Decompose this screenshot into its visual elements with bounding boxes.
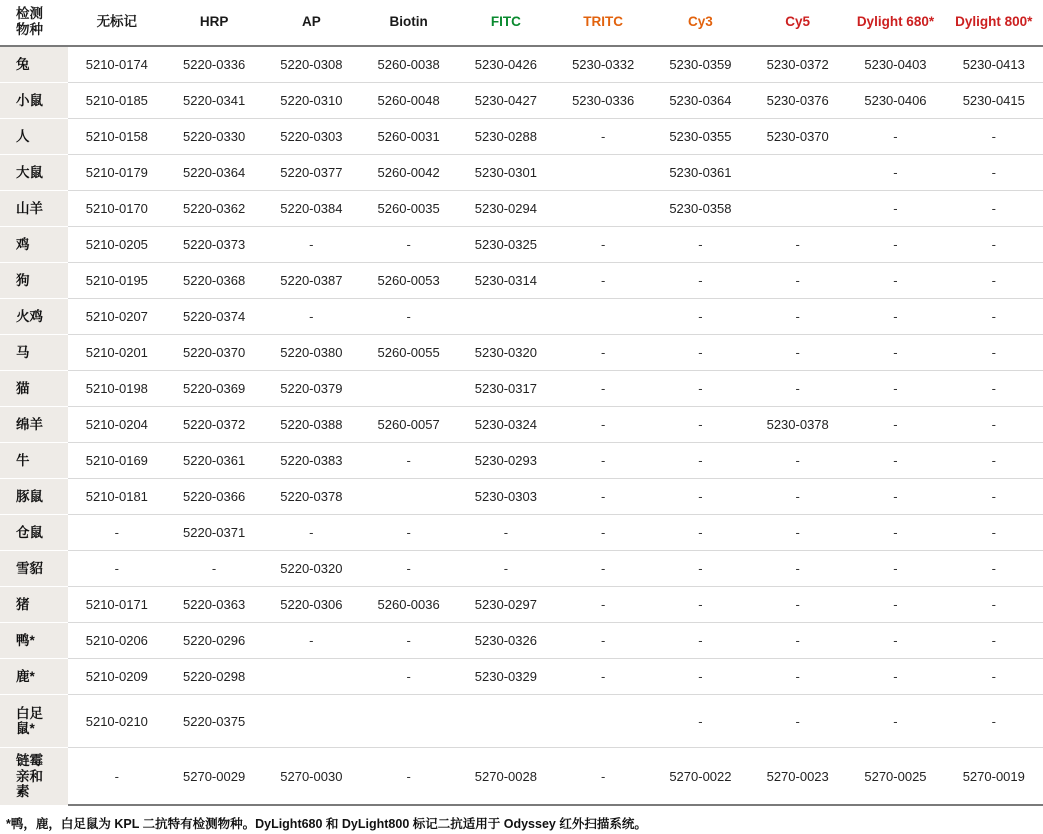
catalog-cell: - <box>945 227 1043 263</box>
catalog-cell: 5230-0376 <box>749 83 846 119</box>
catalog-cell: 5260-0035 <box>360 191 457 227</box>
catalog-cell: 5270-0025 <box>846 748 944 806</box>
catalog-cell: - <box>555 119 652 155</box>
column-header-cy3 <box>652 0 749 46</box>
catalog-cell: 5220-0380 <box>263 335 360 371</box>
catalog-cell: - <box>846 551 944 587</box>
catalog-cell: 5220-0320 <box>263 551 360 587</box>
row-species-label: 绵羊 <box>0 407 68 443</box>
catalog-cell: - <box>555 335 652 371</box>
catalog-cell: - <box>846 299 944 335</box>
catalog-cell: - <box>846 191 944 227</box>
table-row <box>0 155 1043 191</box>
catalog-cell: - <box>360 659 457 695</box>
catalog-cell: - <box>846 695 944 748</box>
catalog-cell: - <box>652 515 749 551</box>
catalog-cell: 5260-0036 <box>360 587 457 623</box>
catalog-cell: - <box>457 551 554 587</box>
catalog-cell: - <box>555 371 652 407</box>
catalog-cell: 5220-0378 <box>263 479 360 515</box>
catalog-cell: 5220-0383 <box>263 443 360 479</box>
catalog-cell: - <box>555 515 652 551</box>
column-header-species-line2: 物种 <box>16 21 43 37</box>
column-header-biotin-label: Biotin <box>389 13 428 29</box>
row-species-label-line: 链霉 <box>16 753 43 768</box>
catalog-cell: 5230-0359 <box>652 46 749 83</box>
row-species-label <box>0 695 68 748</box>
catalog-cell: - <box>749 695 846 748</box>
row-species-label <box>0 748 68 806</box>
catalog-cell: 5220-0361 <box>165 443 262 479</box>
column-header-unconjugated <box>68 0 165 46</box>
catalog-cell: - <box>652 623 749 659</box>
catalog-cell: 5220-0303 <box>263 119 360 155</box>
catalog-cell: - <box>749 227 846 263</box>
catalog-cell: 5270-0023 <box>749 748 846 806</box>
catalog-cell: 5220-0364 <box>165 155 262 191</box>
catalog-cell: - <box>846 515 944 551</box>
catalog-cell: - <box>555 443 652 479</box>
catalog-cell: - <box>846 371 944 407</box>
footnote: *鸭，鹿，白足鼠为 KPL 二抗特有检测物种。DyLight680 和 DyLight800 标记二抗适用于 Odyssey 红外扫描系统。 <box>6 817 647 832</box>
catalog-cell: - <box>360 623 457 659</box>
catalog-cell: - <box>945 335 1043 371</box>
catalog-cell: - <box>360 443 457 479</box>
catalog-cell: 5260-0038 <box>360 46 457 83</box>
catalog-cell: - <box>263 623 360 659</box>
catalog-cell: - <box>652 227 749 263</box>
row-species-label: 兔 <box>0 46 68 83</box>
row-species-label: 鸭* <box>0 623 68 659</box>
catalog-cell: 5230-0413 <box>945 46 1043 83</box>
row-species-label: 鹿* <box>0 659 68 695</box>
catalog-cell: 5220-0377 <box>263 155 360 191</box>
table-row <box>0 191 1043 227</box>
catalog-cell: 5220-0371 <box>165 515 262 551</box>
row-species-label: 雪貂 <box>0 551 68 587</box>
catalog-cell: 5270-0028 <box>457 748 554 806</box>
catalog-cell: 5230-0294 <box>457 191 554 227</box>
catalog-cell <box>360 695 457 748</box>
catalog-cell: - <box>652 587 749 623</box>
column-header-fitc <box>457 0 554 46</box>
catalog-cell: 5230-0406 <box>846 83 944 119</box>
catalog-cell: 5230-0426 <box>457 46 554 83</box>
catalog-cell: 5210-0206 <box>68 623 165 659</box>
catalog-cell: 5210-0210 <box>68 695 165 748</box>
catalog-cell: - <box>749 263 846 299</box>
catalog-cell: 5220-0298 <box>165 659 262 695</box>
catalog-cell: - <box>360 515 457 551</box>
catalog-cell: 5210-0174 <box>68 46 165 83</box>
row-species-label: 小鼠 <box>0 83 68 119</box>
catalog-cell: - <box>652 371 749 407</box>
catalog-cell: 5210-0169 <box>68 443 165 479</box>
catalog-cell: 5230-0317 <box>457 371 554 407</box>
catalog-cell <box>457 695 554 748</box>
catalog-cell: 5230-0320 <box>457 335 554 371</box>
row-species-label: 大鼠 <box>0 155 68 191</box>
header-row <box>0 0 1043 46</box>
row-species-label: 山羊 <box>0 191 68 227</box>
catalog-cell: 5260-0042 <box>360 155 457 191</box>
catalog-cell: - <box>749 335 846 371</box>
catalog-cell: - <box>749 371 846 407</box>
table-row <box>0 748 1043 806</box>
catalog-cell: - <box>749 551 846 587</box>
catalog-cell: 5230-0361 <box>652 155 749 191</box>
catalog-cell: 5220-0310 <box>263 83 360 119</box>
table-row <box>0 443 1043 479</box>
row-species-label: 猫 <box>0 371 68 407</box>
catalog-cell: - <box>360 299 457 335</box>
catalog-cell: 5230-0370 <box>749 119 846 155</box>
catalog-cell: 5260-0031 <box>360 119 457 155</box>
catalog-cell: 5230-0297 <box>457 587 554 623</box>
catalog-cell: - <box>360 227 457 263</box>
catalog-cell: - <box>846 479 944 515</box>
catalog-cell: 5210-0205 <box>68 227 165 263</box>
table-row <box>0 407 1043 443</box>
row-species-label: 马 <box>0 335 68 371</box>
column-header-tritc-label: TRITC <box>583 13 624 29</box>
table-body <box>0 46 1043 805</box>
catalog-cell: - <box>652 299 749 335</box>
table-row <box>0 371 1043 407</box>
catalog-cell: 5230-0403 <box>846 46 944 83</box>
catalog-cell: - <box>749 587 846 623</box>
catalog-cell: - <box>846 119 944 155</box>
catalog-cell: - <box>749 659 846 695</box>
column-header-tritc <box>555 0 652 46</box>
catalog-cell: - <box>652 443 749 479</box>
catalog-cell: - <box>68 748 165 806</box>
catalog-cell: - <box>555 407 652 443</box>
catalog-cell: 5270-0022 <box>652 748 749 806</box>
catalog-cell: 5210-0185 <box>68 83 165 119</box>
catalog-cell: - <box>945 659 1043 695</box>
table-row <box>0 551 1043 587</box>
catalog-cell: 5220-0388 <box>263 407 360 443</box>
catalog-cell: - <box>263 299 360 335</box>
catalog-cell: - <box>846 407 944 443</box>
catalog-cell: 5210-0158 <box>68 119 165 155</box>
catalog-cell: 5230-0326 <box>457 623 554 659</box>
catalog-cell <box>749 155 846 191</box>
catalog-cell: 5230-0329 <box>457 659 554 695</box>
catalog-cell: - <box>555 551 652 587</box>
catalog-cell: 5260-0053 <box>360 263 457 299</box>
catalog-cell: 5230-0324 <box>457 407 554 443</box>
table-row <box>0 479 1043 515</box>
catalog-cell: - <box>945 371 1043 407</box>
catalog-cell: - <box>945 299 1043 335</box>
catalog-cell: - <box>945 623 1043 659</box>
row-species-label-line: 白足 <box>16 705 43 721</box>
column-header-dylight680 <box>846 0 944 46</box>
table-row <box>0 659 1043 695</box>
catalog-cell: - <box>749 623 846 659</box>
catalog-cell: 5270-0029 <box>165 748 262 806</box>
catalog-cell: 5220-0306 <box>263 587 360 623</box>
catalog-cell: 5230-0372 <box>749 46 846 83</box>
catalog-cell: - <box>555 623 652 659</box>
column-header-hrp-label: HRP <box>199 13 229 29</box>
catalog-cell <box>263 659 360 695</box>
catalog-cell: - <box>945 407 1043 443</box>
catalog-cell <box>555 191 652 227</box>
catalog-cell: - <box>555 748 652 806</box>
table-row <box>0 695 1043 748</box>
column-header-fitc-label: FITC <box>490 13 521 29</box>
catalog-cell: - <box>945 263 1043 299</box>
column-header-ap-label: AP <box>301 13 321 29</box>
catalog-cell: 5220-0362 <box>165 191 262 227</box>
table-row <box>0 299 1043 335</box>
catalog-cell: - <box>68 515 165 551</box>
catalog-cell <box>749 191 846 227</box>
catalog-cell <box>360 371 457 407</box>
catalog-cell: - <box>652 695 749 748</box>
catalog-cell: 5220-0370 <box>165 335 262 371</box>
catalog-cell: - <box>945 479 1043 515</box>
catalog-cell: - <box>68 551 165 587</box>
row-species-label: 牛 <box>0 443 68 479</box>
column-header-hrp <box>165 0 262 46</box>
catalog-cell: - <box>263 227 360 263</box>
column-header-dylight800-label: Dylight 800* <box>955 13 1033 29</box>
table-row <box>0 515 1043 551</box>
catalog-cell: 5220-0375 <box>165 695 262 748</box>
row-species-label: 仓鼠 <box>0 515 68 551</box>
catalog-cell: - <box>555 587 652 623</box>
catalog-cell: - <box>846 623 944 659</box>
catalog-cell: - <box>652 479 749 515</box>
catalog-cell: 5210-0201 <box>68 335 165 371</box>
table-row <box>0 227 1043 263</box>
catalog-cell: 5210-0179 <box>68 155 165 191</box>
catalog-cell: - <box>457 515 554 551</box>
row-species-label: 猪 <box>0 587 68 623</box>
catalog-cell: 5210-0207 <box>68 299 165 335</box>
catalog-cell: 5220-0363 <box>165 587 262 623</box>
catalog-cell <box>555 299 652 335</box>
catalog-cell: 5230-0427 <box>457 83 554 119</box>
catalog-cell: - <box>360 748 457 806</box>
catalog-cell: 5270-0019 <box>945 748 1043 806</box>
catalog-cell: - <box>945 155 1043 191</box>
row-species-label: 火鸡 <box>0 299 68 335</box>
catalog-cell: 5220-0296 <box>165 623 262 659</box>
catalog-cell: 5230-0332 <box>555 46 652 83</box>
table-row <box>0 46 1043 83</box>
catalog-cell: 5230-0358 <box>652 191 749 227</box>
catalog-cell: 5220-0387 <box>263 263 360 299</box>
catalog-cell: - <box>749 299 846 335</box>
catalog-cell: 5220-0384 <box>263 191 360 227</box>
catalog-cell: - <box>165 551 262 587</box>
catalog-cell: 5230-0415 <box>945 83 1043 119</box>
catalog-cell: 5220-0373 <box>165 227 262 263</box>
column-header-dylight800 <box>945 0 1043 46</box>
row-species-label-line: 亲和 <box>16 768 43 784</box>
column-header-species-line1: 检测 <box>16 6 43 21</box>
catalog-cell: - <box>846 659 944 695</box>
catalog-cell: 5220-0366 <box>165 479 262 515</box>
table-row <box>0 263 1043 299</box>
catalog-cell: - <box>945 695 1043 748</box>
catalog-cell <box>360 479 457 515</box>
catalog-cell: 5230-0336 <box>555 83 652 119</box>
catalog-cell: - <box>652 659 749 695</box>
catalog-cell: 5230-0355 <box>652 119 749 155</box>
catalog-cell: - <box>555 659 652 695</box>
catalog-cell: - <box>555 227 652 263</box>
catalog-cell: - <box>652 551 749 587</box>
column-header-dylight680-label: Dylight 680* <box>856 13 935 29</box>
catalog-cell: 5220-0330 <box>165 119 262 155</box>
column-header-unconjugated-label: 无标记 <box>96 13 138 29</box>
catalog-cell: 5220-0308 <box>263 46 360 83</box>
catalog-cell: 5230-0314 <box>457 263 554 299</box>
catalog-cell: - <box>945 587 1043 623</box>
row-species-label: 鸡 <box>0 227 68 263</box>
catalog-cell: - <box>846 227 944 263</box>
row-species-label: 狗 <box>0 263 68 299</box>
catalog-cell: - <box>846 155 944 191</box>
catalog-cell: 5210-0204 <box>68 407 165 443</box>
catalog-cell: - <box>652 263 749 299</box>
column-header-cy3-label: Cy3 <box>688 13 713 29</box>
catalog-cell: 5210-0171 <box>68 587 165 623</box>
column-header-biotin <box>360 0 457 46</box>
table-row <box>0 623 1043 659</box>
catalog-cell: 5260-0055 <box>360 335 457 371</box>
catalog-cell: - <box>749 479 846 515</box>
catalog-cell: 5210-0209 <box>68 659 165 695</box>
row-species-label-line: 素 <box>16 784 30 800</box>
catalog-cell: - <box>846 335 944 371</box>
catalog-cell <box>457 299 554 335</box>
catalog-cell: 5220-0379 <box>263 371 360 407</box>
row-species-label: 豚鼠 <box>0 479 68 515</box>
catalog-cell: - <box>846 263 944 299</box>
catalog-cell: 5230-0303 <box>457 479 554 515</box>
catalog-cell: - <box>749 515 846 551</box>
column-header-cy5-label: Cy5 <box>785 13 811 29</box>
column-header-ap <box>263 0 360 46</box>
column-header-cy5 <box>749 0 846 46</box>
row-species-label: 人 <box>0 119 68 155</box>
catalog-cell: - <box>945 515 1043 551</box>
row-species-label-line: 鼠* <box>16 721 35 737</box>
catalog-cell: 5210-0198 <box>68 371 165 407</box>
catalog-cell: - <box>846 443 944 479</box>
table-row <box>0 119 1043 155</box>
catalog-cell: - <box>945 191 1043 227</box>
catalog-cell <box>263 695 360 748</box>
catalog-cell: - <box>945 119 1043 155</box>
catalog-cell: 5230-0364 <box>652 83 749 119</box>
catalog-cell: 5220-0336 <box>165 46 262 83</box>
table-row <box>0 587 1043 623</box>
catalog-cell: 5270-0030 <box>263 748 360 806</box>
table-row <box>0 83 1043 119</box>
column-header-species <box>0 0 68 46</box>
catalog-cell: - <box>749 443 846 479</box>
catalog-cell: - <box>945 443 1043 479</box>
catalog-cell: 5260-0048 <box>360 83 457 119</box>
catalog-cell: - <box>846 587 944 623</box>
catalog-cell: - <box>652 335 749 371</box>
catalog-cell <box>555 695 652 748</box>
catalog-cell <box>555 155 652 191</box>
catalog-cell: 5220-0341 <box>165 83 262 119</box>
catalog-cell: 5230-0325 <box>457 227 554 263</box>
catalog-cell: 5220-0374 <box>165 299 262 335</box>
catalog-cell: - <box>360 551 457 587</box>
catalog-cell: - <box>555 479 652 515</box>
table-row <box>0 335 1043 371</box>
catalog-cell: - <box>945 551 1043 587</box>
catalog-cell: 5260-0057 <box>360 407 457 443</box>
catalog-cell: 5230-0301 <box>457 155 554 191</box>
catalog-cell: 5220-0369 <box>165 371 262 407</box>
catalog-cell: 5210-0181 <box>68 479 165 515</box>
table-header <box>0 0 1043 46</box>
catalog-cell: 5210-0195 <box>68 263 165 299</box>
catalog-cell: - <box>652 407 749 443</box>
catalog-cell: 5220-0368 <box>165 263 262 299</box>
catalog-cell: - <box>555 263 652 299</box>
catalog-cell: 5230-0293 <box>457 443 554 479</box>
catalog-cell: 5230-0378 <box>749 407 846 443</box>
catalog-cell: 5210-0170 <box>68 191 165 227</box>
catalog-cell: 5230-0288 <box>457 119 554 155</box>
catalog-cell: - <box>263 515 360 551</box>
catalog-cell: 5220-0372 <box>165 407 262 443</box>
